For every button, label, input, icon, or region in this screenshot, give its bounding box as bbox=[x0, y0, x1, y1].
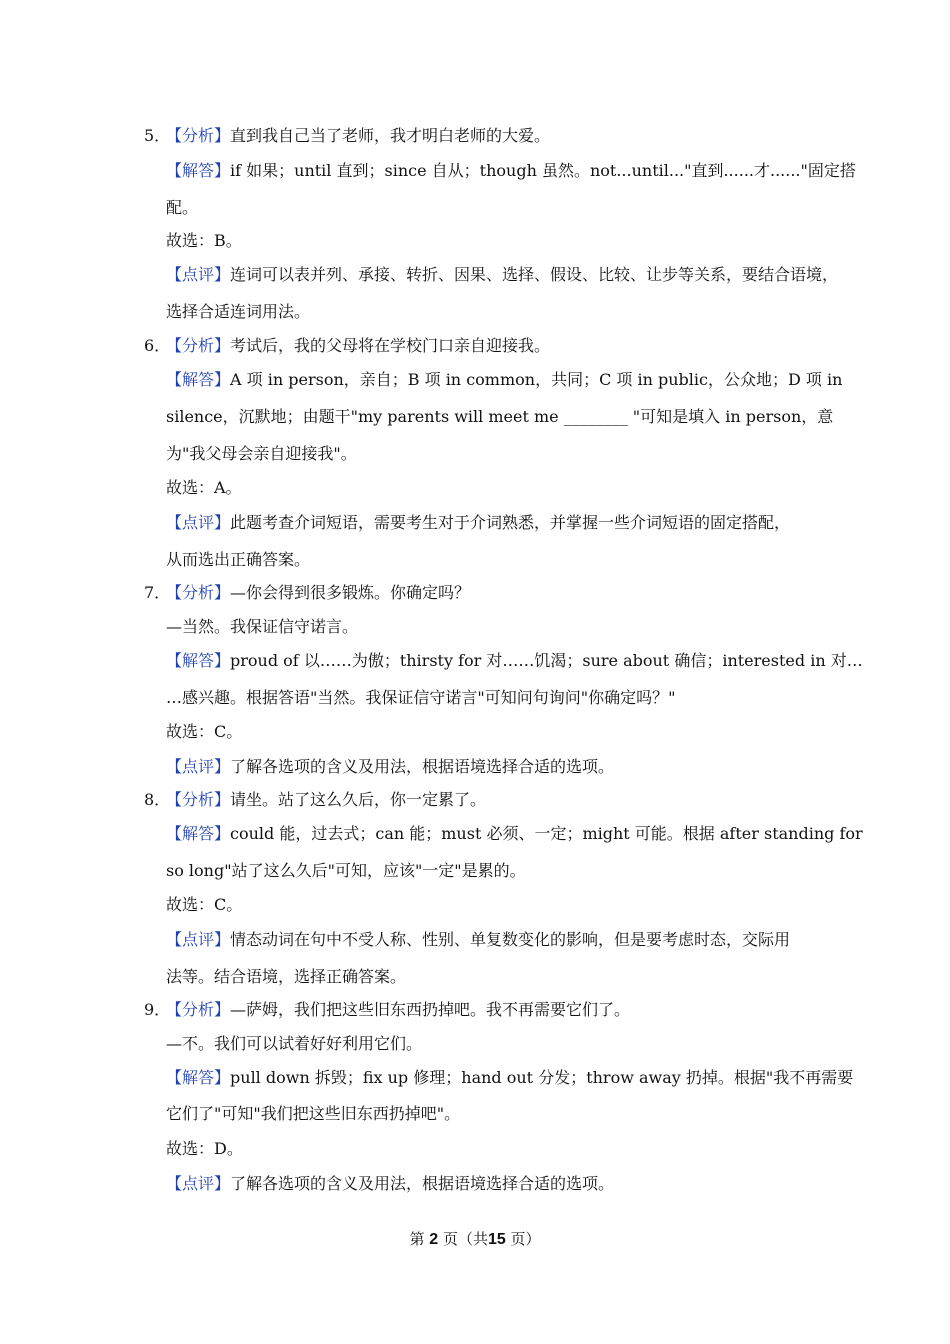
answer-text: if 如果；until 直到；since 自从；though 虽然。not...until..."直到......才......"固定搭 bbox=[230, 161, 856, 180]
choice-line: 故选：A。 bbox=[166, 478, 242, 497]
answer-text: A 项 in person，亲自；B 项 in common，共同；C 项 in public，公众地；D 项 in bbox=[230, 370, 843, 389]
choice-line: 故选：B。 bbox=[166, 231, 242, 250]
comment-line bbox=[166, 757, 614, 777]
answer-text: could 能，过去式；can 能；must 必须、一定；might 可能。根据 after standing for bbox=[230, 824, 863, 843]
analysis-text: 请坐。站了这么久后，你一定累了。 bbox=[230, 790, 487, 809]
analysis-tag: 【分析】 bbox=[166, 336, 231, 355]
comment-line bbox=[166, 513, 790, 533]
answer-text: pull down 拆毁；fix up 修理；hand out 分发；throw away 扔掉。根据"我不再需要 bbox=[230, 1068, 854, 1087]
comment-tag: 【点评】 bbox=[166, 513, 231, 532]
analysis-tag: 【分析】 bbox=[166, 1000, 231, 1019]
page-footer bbox=[0, 1229, 950, 1250]
answer-line bbox=[166, 370, 842, 390]
analysis-tag: 【分析】 bbox=[166, 583, 231, 602]
answer-line: so long"站了这么久后"可知，应该"一定"是累的。 bbox=[166, 861, 526, 880]
comment-tag: 【点评】 bbox=[166, 265, 231, 284]
comment-line: 从而选出正确答案。 bbox=[166, 550, 311, 569]
question-number: 9． bbox=[144, 1000, 171, 1019]
answer-tag: 【解答】 bbox=[166, 1068, 231, 1087]
comment-text: 连词可以表并列、承接、转折、因果、选择、假设、比较、让步等关系，要结合语境， bbox=[230, 265, 839, 284]
answer-tag: 【解答】 bbox=[166, 161, 231, 180]
footer-middle: 页（共 bbox=[442, 1230, 488, 1248]
analysis-line: —不。我们可以试着好好利用它们。 bbox=[166, 1034, 423, 1053]
answer-line: silence，沉默地；由题干"my parents will meet me ________ "可知是填入 in person，意 bbox=[166, 407, 834, 426]
analysis-text: 考试后，我的父母将在学校门口亲自迎接我。 bbox=[230, 336, 551, 355]
choice-line: 故选：C。 bbox=[166, 895, 243, 914]
comment-line bbox=[166, 1174, 614, 1194]
analysis-line: —当然。我保证信守诺言。 bbox=[166, 617, 359, 636]
analysis-text: —萨姆，我们把这些旧东西扔掉吧。我不再需要它们了。 bbox=[230, 1000, 631, 1019]
answer-line bbox=[166, 161, 856, 181]
question-number: 7． bbox=[144, 583, 171, 602]
comment-tag: 【点评】 bbox=[166, 757, 231, 776]
answer-tag: 【解答】 bbox=[166, 824, 231, 843]
answer-text: proud of 以……为傲；thirsty for 对……饥渴；sure about 确信；interested in 对… bbox=[230, 651, 863, 670]
answer-line: 配。 bbox=[166, 198, 199, 217]
comment-text: 此题考查介词短语，需要考生对于介词熟悉，并掌握一些介词短语的固定搭配， bbox=[230, 513, 791, 532]
analysis-tag: 【分析】 bbox=[166, 126, 231, 145]
comment-line bbox=[166, 265, 838, 285]
answer-line: 它们了"可知"我们把这些旧东西扔掉吧"。 bbox=[166, 1104, 461, 1123]
analysis-text: 直到我自己当了老师，我才明白老师的大爱。 bbox=[230, 126, 551, 145]
answer-tag: 【解答】 bbox=[166, 651, 231, 670]
analysis-tag: 【分析】 bbox=[166, 790, 231, 809]
question-number: 5． bbox=[144, 126, 171, 145]
footer-prefix: 第 bbox=[409, 1230, 425, 1248]
analysis-line bbox=[166, 1000, 630, 1020]
choice-line: 故选：D。 bbox=[166, 1139, 243, 1158]
answer-tag: 【解答】 bbox=[166, 370, 231, 389]
answer-line: …感兴趣。根据答语"当然。我保证信守诺言"可知问句询问"你确定吗？" bbox=[166, 688, 676, 707]
footer-suffix: 页） bbox=[510, 1230, 541, 1248]
answer-line: 为"我父母会亲自迎接我"。 bbox=[166, 444, 357, 463]
comment-text: 情态动词在句中不受人称、性别、单复数变化的影响，但是要考虑时态，交际用 bbox=[230, 930, 791, 949]
choice-line: 故选：C。 bbox=[166, 722, 243, 741]
comment-line: 法等。结合语境，选择正确答案。 bbox=[166, 967, 407, 986]
comment-text: 了解各选项的含义及用法，根据语境选择合适的选项。 bbox=[230, 1174, 615, 1193]
footer-page-number: 2 bbox=[429, 1231, 439, 1248]
question-number: 8． bbox=[144, 790, 171, 809]
comment-text: 了解各选项的含义及用法，根据语境选择合适的选项。 bbox=[230, 757, 615, 776]
comment-line: 选择合适连词用法。 bbox=[166, 302, 311, 321]
analysis-line bbox=[166, 790, 486, 810]
question-number: 6． bbox=[144, 336, 171, 355]
comment-tag: 【点评】 bbox=[166, 1174, 231, 1193]
comment-tag: 【点评】 bbox=[166, 930, 231, 949]
analysis-line bbox=[166, 126, 550, 146]
analysis-line bbox=[166, 336, 550, 356]
comment-line bbox=[166, 930, 790, 950]
answer-line bbox=[166, 651, 863, 671]
footer-total-pages: 15 bbox=[487, 1231, 506, 1248]
answer-line bbox=[166, 1068, 853, 1088]
answer-line bbox=[166, 824, 863, 844]
analysis-text: —你会得到很多锻炼。你确定吗？ bbox=[230, 583, 471, 602]
analysis-line bbox=[166, 583, 470, 603]
